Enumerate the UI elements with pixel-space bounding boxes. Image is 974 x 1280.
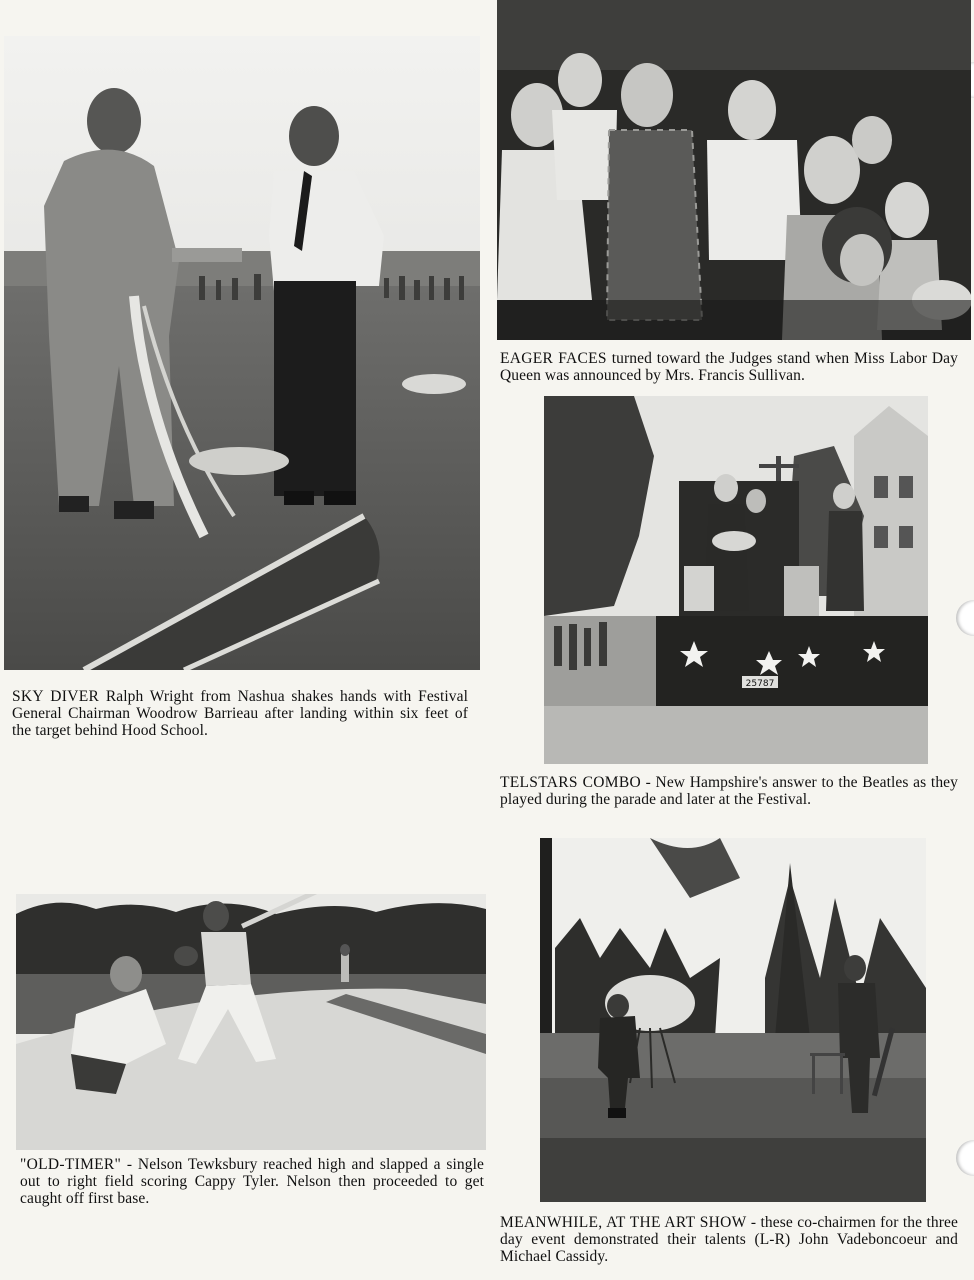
photo-art-show (540, 838, 926, 1202)
caption-art-show-lead: MEANWHILE, AT THE ART SHOW (500, 1214, 747, 1231)
art-show-image (540, 838, 926, 1202)
photo-eager-faces (497, 0, 971, 340)
sky-diver-image (4, 36, 480, 670)
float-license-plate: 25787 (745, 679, 775, 689)
caption-old-timer-text: - Nelson Tewksbury reached high and slapped a single out to right field scoring Cappy Tyler. Nelson then proceeded to get caught off first base. (20, 1156, 484, 1207)
telstars-image (544, 396, 928, 764)
caption-eager-faces-lead: EAGER FACES (500, 350, 607, 367)
eager-faces-image (497, 0, 971, 340)
caption-art-show-text: - these co-chairmen for the three day event demonstrated their talents (L-R) John Vadeboncoeur and Michael Cassidy. (500, 1214, 958, 1265)
old-timer-image (16, 894, 486, 1150)
caption-old-timer (20, 1156, 484, 1207)
caption-eager-faces (500, 350, 958, 384)
caption-telstars-text: - New Hampshire's answer to the Beatles as they played during the parade and later at the Festival. (500, 774, 959, 808)
photo-old-timer (16, 894, 486, 1150)
caption-sky-diver-lead: SKY DIVER (12, 688, 100, 705)
caption-telstars-lead: TELSTARS COMBO (500, 774, 641, 791)
caption-eager-faces-text: turned toward the Judges stand when Miss Labor Day Queen was announced by Mrs. Francis Sullivan. (500, 350, 958, 384)
binder-hole-middle (956, 600, 974, 636)
binder-hole-bottom (956, 1140, 974, 1176)
caption-old-timer-lead: "OLD-TIMER" (20, 1156, 122, 1173)
caption-sky-diver-text: Ralph Wright from Nashua shakes hands with Festival General Chairman Woodrow Barrieau after landing within six feet of the target behind Hood School. (12, 688, 468, 739)
caption-telstars (500, 774, 958, 808)
photo-sky-diver (4, 36, 480, 670)
photo-telstars (544, 396, 928, 764)
caption-sky-diver (12, 688, 468, 739)
caption-art-show (500, 1214, 958, 1265)
